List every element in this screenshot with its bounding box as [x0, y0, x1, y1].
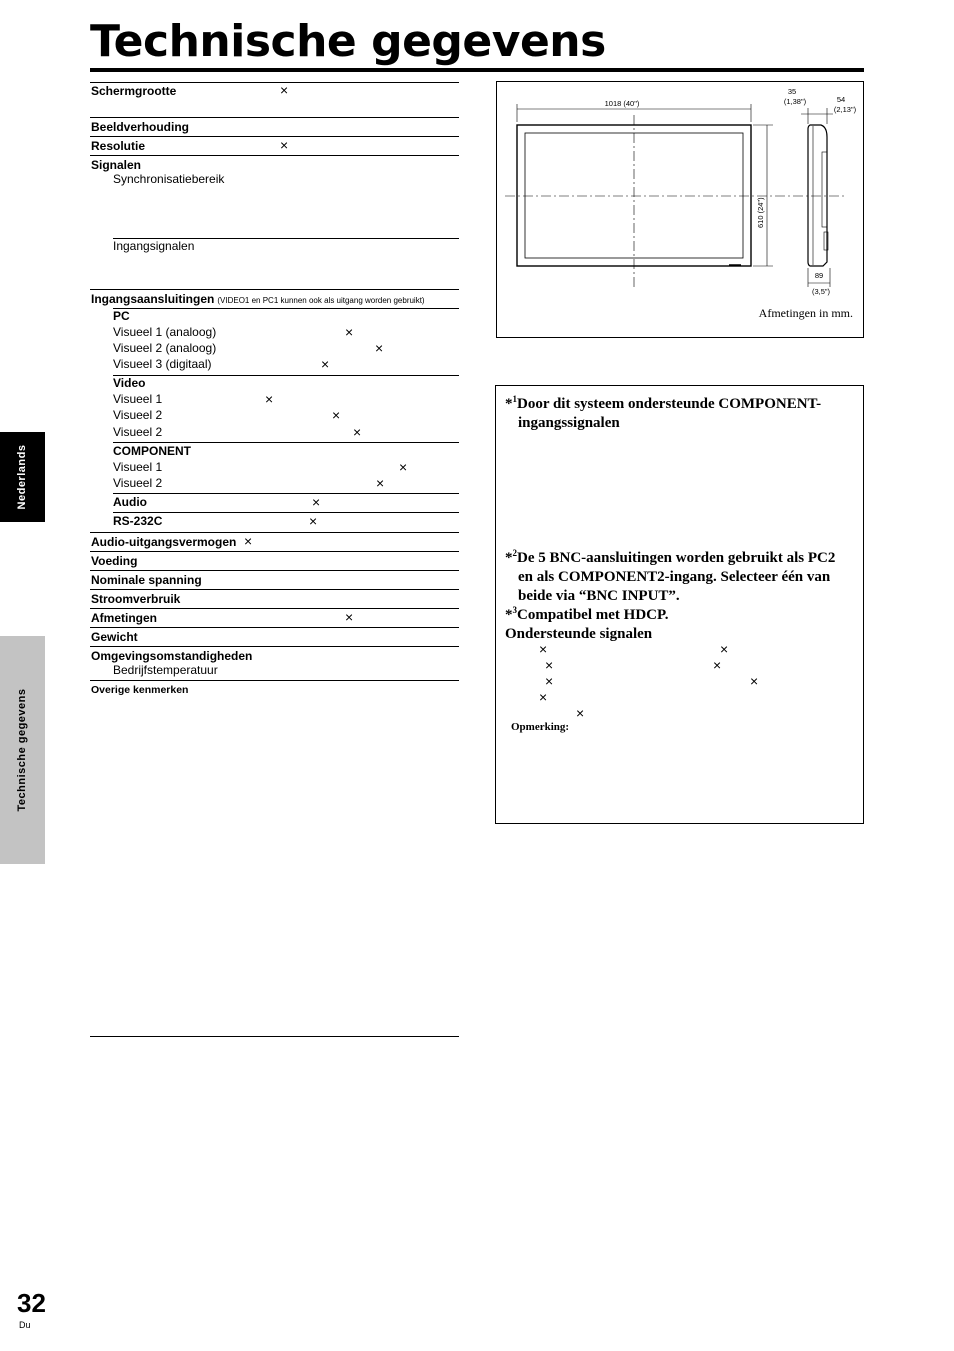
spec-label: Stroomverbruik	[91, 592, 181, 606]
title-underline	[90, 68, 864, 72]
spec-sublabel: Visueel 2	[113, 408, 163, 422]
spec-label: Signalen	[91, 158, 142, 172]
note-2-line-1	[505, 544, 835, 568]
spec-row-beeldverhouding	[90, 117, 459, 135]
spec-sublabel: Visueel 2	[113, 476, 163, 490]
times-sign: ×	[576, 705, 585, 721]
spec-row-visueel3-digitaal	[90, 356, 459, 374]
spec-sublabel: Visueel 2	[113, 425, 163, 439]
spec-row-ingangsaansluitingen	[90, 289, 459, 307]
times-sign: ×	[539, 689, 548, 705]
spec-row-synchronisatiebereik	[90, 171, 459, 189]
times-sign: ×	[713, 657, 722, 673]
spec-sublabel: Synchronisatiebereik	[113, 172, 225, 186]
dimensions-drawing	[497, 82, 865, 339]
spec-row-audio	[90, 494, 459, 512]
spec-note: (VIDEO1 en PC1 kunnen ook als uitgang worden gebruikt)	[217, 296, 425, 305]
note-1-sup: 1	[512, 394, 517, 404]
spec-subheading: PC	[113, 309, 130, 323]
spec-subheading: Video	[113, 376, 146, 390]
diagram-caption: Afmetingen in mm.	[758, 306, 853, 320]
spec-label: Beeldverhouding	[91, 120, 190, 134]
language-tab-label: Nederlands	[16, 444, 28, 510]
note-3	[505, 601, 669, 644]
note-3-mark: *	[505, 607, 513, 623]
notes-box	[495, 385, 864, 824]
spec-label: Voeding	[91, 554, 138, 568]
times-sign: ×	[750, 673, 759, 689]
dimensions-diagram	[496, 81, 864, 338]
spec-label: Schermgrootte	[91, 84, 177, 98]
spec-row-nominale-spanning	[90, 570, 459, 588]
spec-sublabel: Bedrijfstemperatuur	[113, 663, 218, 677]
depth-top-inch: (1,38")	[783, 97, 807, 106]
times-sign: ×	[376, 475, 385, 491]
note-2-sup: 2	[512, 548, 517, 558]
spec-bottom-rule	[90, 1036, 459, 1037]
depth-top-value: 35	[787, 87, 797, 96]
times-sign: ×	[399, 459, 408, 475]
spec-label: Audio-uitgangsvermogen	[91, 535, 237, 549]
times-sign: ×	[539, 641, 548, 657]
note-2-line-3: beide via “BNC INPUT”.	[518, 588, 680, 604]
times-sign: ×	[280, 82, 289, 98]
times-sign: ×	[265, 391, 274, 407]
times-sign: ×	[720, 641, 729, 657]
note-2-mark: *	[505, 550, 513, 566]
times-sign: ×	[375, 340, 384, 356]
spec-row-rs232c	[90, 513, 459, 531]
spec-row-overige-kenmerken	[90, 680, 459, 698]
spec-row-video-visueel2b	[90, 424, 459, 442]
supported-signals-heading: Ondersteunde signalen	[505, 626, 653, 642]
note-2-line-2: en als COMPONENT2-ingang. Selecteer één van	[518, 569, 831, 585]
spec-label: Afmetingen	[91, 611, 157, 625]
spec-sublabel: Ingangsignalen	[113, 239, 195, 253]
note-1	[505, 390, 821, 433]
spec-row-gewicht	[90, 627, 459, 645]
times-sign: ×	[545, 673, 554, 689]
note-3-sup: 3	[512, 605, 517, 615]
spec-label: Resolutie	[91, 139, 146, 153]
spec-row-schermgrootte	[90, 82, 459, 100]
spec-sublabel: Visueel 1 (analoog)	[113, 325, 217, 339]
spec-sublabel: Visueel 1	[113, 392, 163, 406]
section-tab	[0, 636, 45, 864]
note-1-line-1	[505, 390, 821, 414]
note-2-text-1: De 5 BNC-aansluitingen worden gebruikt als PC2	[517, 550, 836, 566]
spec-row-component-visueel2	[90, 475, 459, 493]
spec-label-text: Ingangsaansluitingen	[91, 292, 215, 306]
times-sign: ×	[280, 137, 289, 153]
note-3-line-1	[505, 601, 669, 625]
note-1-text-1: Door dit systeem ondersteunde COMPONENT-	[517, 396, 822, 412]
language-tab	[0, 432, 45, 522]
width-label: 1018 (40")	[604, 99, 640, 108]
spec-row-afmetingen	[90, 608, 459, 626]
spec-subheading: Audio	[113, 495, 147, 509]
times-sign: ×	[545, 657, 554, 673]
times-sign: ×	[345, 324, 354, 340]
spec-subheading: RS-232C	[113, 514, 163, 528]
depth-right-inch: (2,13")	[833, 105, 857, 114]
spec-label	[91, 292, 425, 306]
times-sign: ×	[345, 609, 354, 625]
spec-row-bedrijfstemperatuur	[90, 662, 459, 680]
depth-right-value: 54	[836, 95, 846, 104]
spec-label: Gewicht	[91, 630, 138, 644]
spec-row-audio-uitgangsvermogen	[90, 532, 459, 550]
depth-bottom-inch: (3,5")	[811, 287, 831, 296]
spec-subheading: COMPONENT	[113, 444, 191, 458]
times-sign: ×	[321, 356, 330, 372]
spec-sublabel: Visueel 2 (analoog)	[113, 341, 217, 355]
remark-label: Opmerking:	[511, 721, 570, 733]
spec-row-resolutie	[90, 136, 459, 154]
spec-row-voeding	[90, 551, 459, 569]
times-sign: ×	[353, 424, 362, 440]
spec-sublabel: Visueel 1	[113, 460, 163, 474]
page-number: 32	[17, 1288, 46, 1318]
depth-bottom-value: 89	[814, 271, 824, 280]
note-3-text-1: Compatibel met HDCP.	[517, 607, 669, 623]
spec-label: Omgevingsomstandigheden	[91, 649, 253, 663]
note-1-mark: *	[505, 396, 513, 412]
height-label: 610 (24")	[756, 197, 765, 228]
times-sign: ×	[332, 407, 341, 423]
note-2	[505, 544, 835, 606]
side-view-bulge	[822, 152, 827, 227]
spec-row-ingangssignalen	[90, 238, 459, 256]
spec-row-video-visueel2a	[90, 407, 459, 425]
spec-label: Overige kenmerken	[91, 684, 189, 696]
spec-row-stroomverbruik	[90, 589, 459, 607]
spec-sublabel: Visueel 3 (digitaal)	[113, 357, 212, 371]
spec-label: Nominale spanning	[91, 573, 202, 587]
times-sign: ×	[309, 513, 318, 529]
page-language-code: Du	[19, 1320, 31, 1330]
page-title: Technische gegevens	[90, 16, 606, 67]
note-1-line-2: ingangssignalen	[518, 415, 620, 431]
times-sign: ×	[244, 533, 253, 549]
times-sign: ×	[312, 494, 321, 510]
section-tab-label: Technische gegevens	[16, 688, 28, 812]
